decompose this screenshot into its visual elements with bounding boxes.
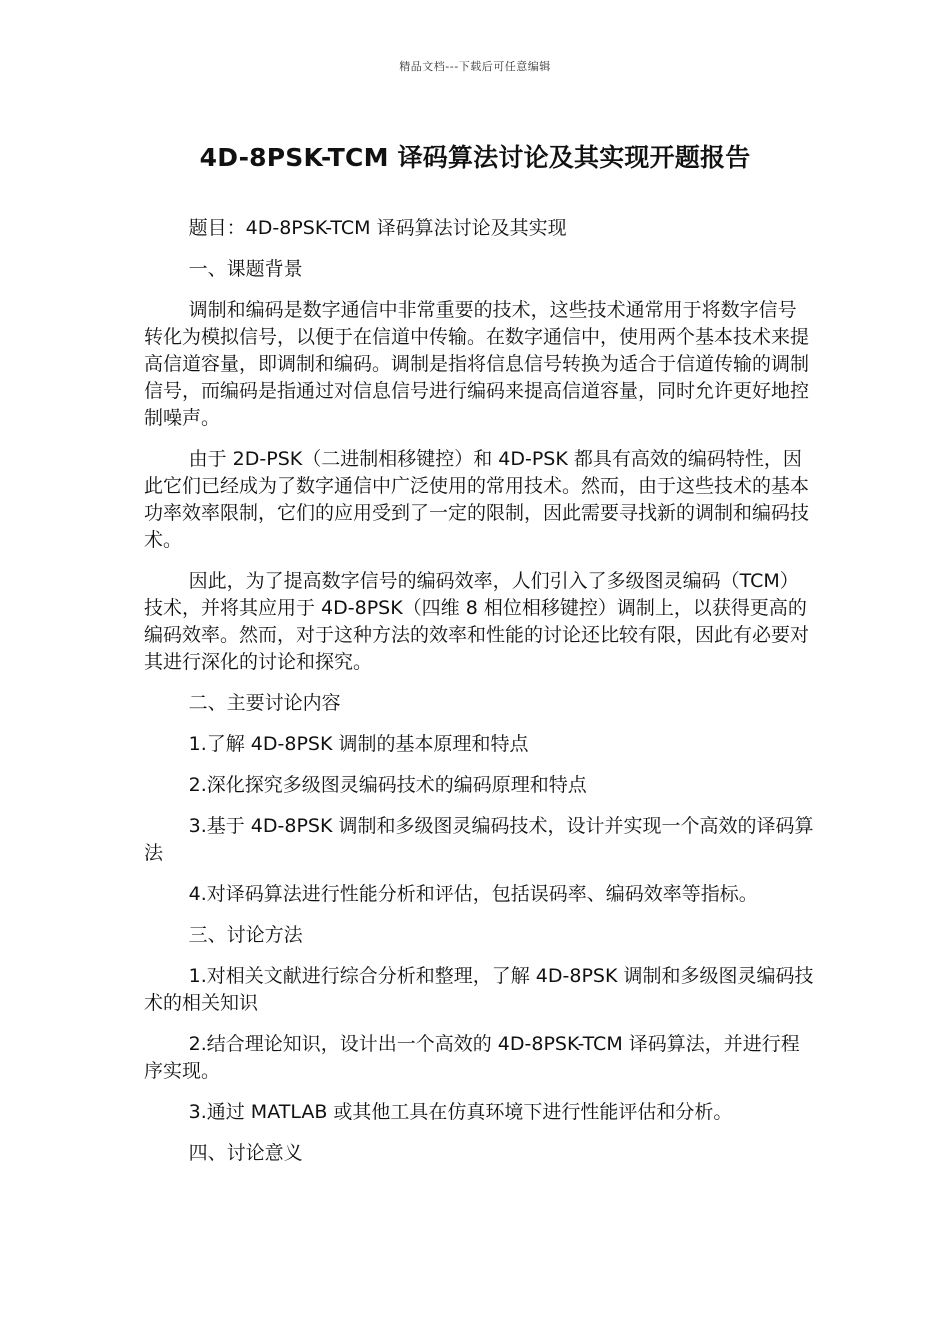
section-heading-significance: 四、讨论意义	[188, 1142, 303, 1164]
section-heading-background: 一、课题背景	[188, 258, 303, 280]
topic-line: 题目：4D-8PSK-TCM 译码算法讨论及其实现	[188, 217, 567, 239]
paragraph-background-3: 因此，为了提高数字信号的编码效率，人们引入了多级图灵编码（TCM）技术，并将其应用于 4D-8PSK（四维 8 相位相移键控）调制上，以获得更高的编码效率。然而，对于这种方法的效率和性能的讨论还比较有限，因此有必要对其进行深化的讨论和探究。	[144, 570, 810, 673]
paragraph-background-1: 调制和编码是数字通信中非常重要的技术，这些技术通常用于将数字信号转化为模拟信号，以便于在信道中传输。在数字通信中，使用两个基本技术来提高信道容量，即调制和编码。调制是指将信息信号转换为适合于信道传输的调制信号，而编码是指通过对信息信号进行编码来提高信道容量，同时允许更好地控制噪声。	[144, 299, 810, 429]
section-heading-method: 三、讨论方法	[188, 924, 303, 946]
content-item-3: 3.基于 4D-8PSK 调制和多级图灵编码技术，设计并实现一个高效的译码算法	[144, 815, 814, 864]
content-item-4: 4.对译码算法进行性能分析和评估，包括误码率、编码效率等指标。	[188, 883, 758, 905]
method-item-3: 3.通过 MATLAB 或其他工具在仿真环境下进行性能评估和分析。	[188, 1101, 733, 1123]
content-item-2: 2.深化探究多级图灵编码技术的编码原理和特点	[188, 774, 587, 796]
header-note: 精品文档---下载后可任意编辑	[399, 60, 551, 73]
method-item-1: 1.对相关文献进行综合分析和整理，了解 4D-8PSK 调制和多级图灵编码技术的相关知识	[144, 965, 814, 1014]
content-item-1: 1.了解 4D-8PSK 调制的基本原理和特点	[188, 733, 529, 755]
method-item-2: 2.结合理论知识，设计出一个高效的 4D-8PSK-TCM 译码算法，并进行程序实现。	[144, 1033, 800, 1082]
document-body	[144, 215, 814, 1181]
section-heading-content: 二、主要讨论内容	[188, 692, 341, 714]
paragraph-background-2: 由于 2D-PSK（二进制相移键控）和 4D-PSK 都具有高效的编码特性，因此它们已经成为了数字通信中广泛使用的常用技术。然而，由于这些技术的基本功率效率限制，它们的应用受到了一定的限制，因此需要寻找新的调制和编码技术。	[144, 448, 810, 551]
document-title: 4D-8PSK-TCM 译码算法讨论及其实现开题报告	[199, 143, 751, 172]
